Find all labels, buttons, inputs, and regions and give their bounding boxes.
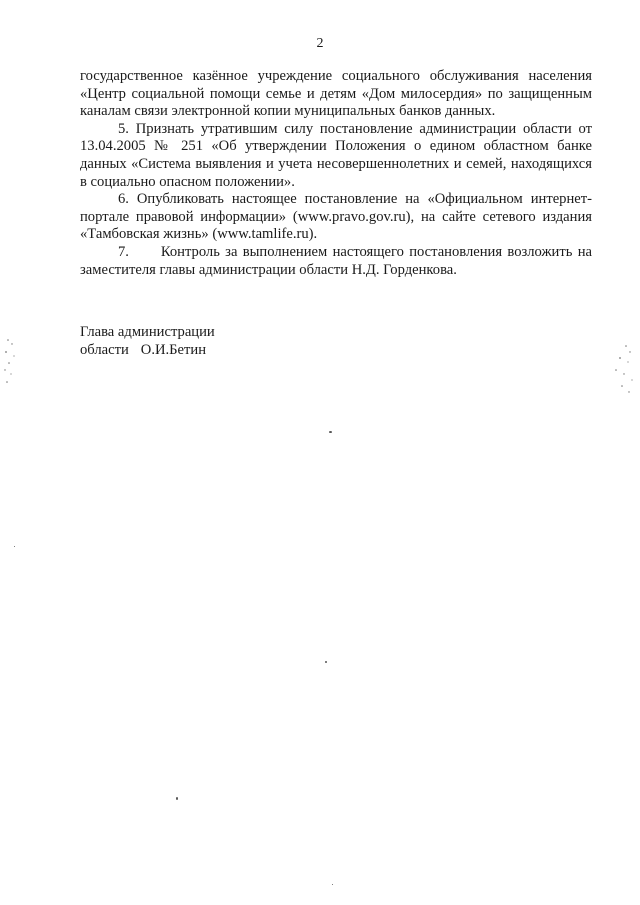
signature-block (80, 324, 215, 359)
paragraph-7: 7. Контроль за выполнением настоящего постановления возложить на заместителя главы администрации области Н.Д. Горденкова. (80, 243, 596, 278)
signatory-title: Глава администрации (80, 324, 215, 340)
scan-speck (332, 884, 333, 885)
scan-speck (14, 546, 15, 547)
scan-noise-right (596, 340, 636, 400)
paragraph-continuation: государственное казённое учреждение социального обслуживания населения «Центр социальной помощи семье и детям «Дом милосердия» по защищенным каналам связи электронной копии муниципальных банков данных. (80, 68, 592, 120)
page-number: 2 (316, 36, 324, 51)
scan-speck (176, 797, 178, 800)
signatory-region: области (80, 341, 129, 358)
paragraph-6: 6. Опубликовать настоящее постановление на «Официальном интернет-портале правовой информации» (www.pravo.gov.ru), на сайте сетевого издания «Тамбовская жизнь» (www.tamlife.ru). (80, 191, 592, 243)
signatory-name: О.И.Бетин (140, 341, 207, 358)
scan-noise-left (2, 330, 26, 390)
signatory-title-line2 (80, 342, 215, 360)
document-body (80, 68, 596, 279)
scan-speck (329, 431, 332, 433)
scan-speck (325, 661, 327, 663)
paragraph-5: 5. Признать утратившим силу постановление администрации области от 13.04.2005 № 251 «Об утверждении Положения о едином областном банке данных «Система выявления и учета несовершеннолетних и семей, находящихся в социально опасном положении». (80, 120, 592, 190)
